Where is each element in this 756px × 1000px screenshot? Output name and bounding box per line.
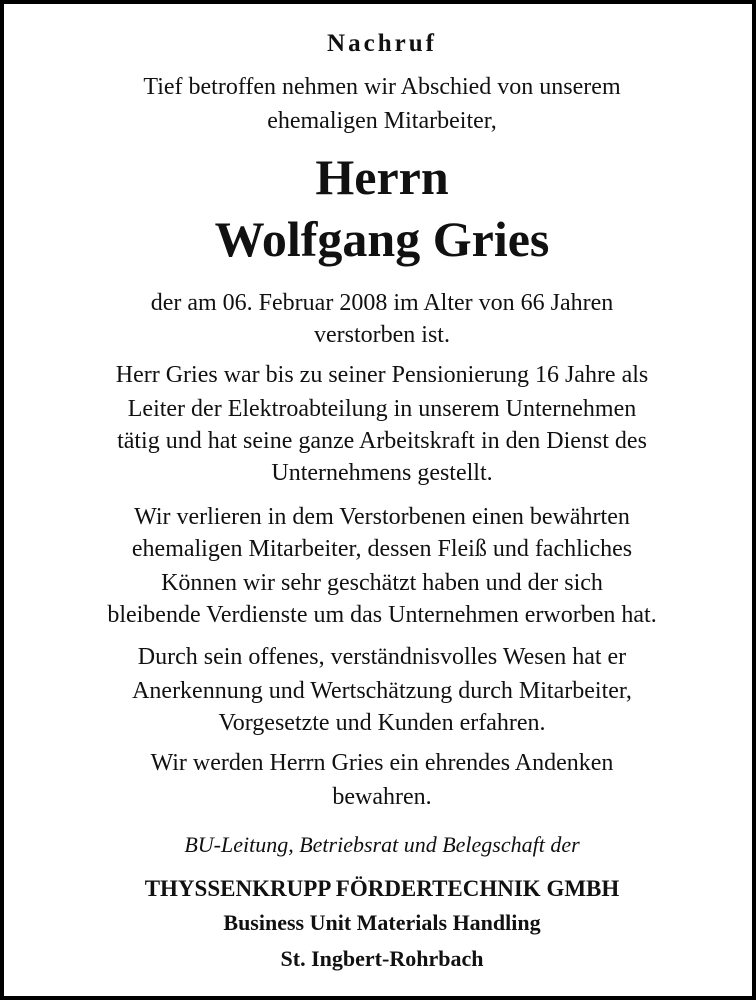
merits-line-2: ehemaligen Mitarbeiter, dessen Fleiß und fachliches	[131, 536, 633, 562]
death-info-line-1: der am 06. Februar 2008 im Alter von 66 Jahren	[150, 290, 614, 316]
death-info-line-2: verstorben ist.	[314, 322, 450, 348]
career-line-4: Unternehmens gestellt.	[271, 460, 493, 486]
intro-line-2: ehemaligen Mitarbeiter,	[267, 108, 497, 134]
notice-heading: Nachruf	[327, 30, 437, 57]
deceased-name: Wolfgang Gries	[214, 211, 550, 267]
character-line-3: Vorgesetzte und Kunden erfahren.	[218, 710, 546, 736]
signature-intro: BU-Leitung, Betriebsrat und Belegschaft der	[184, 832, 580, 857]
character-line-1: Durch sein offenes, verständnisvolles Wesen hat er	[137, 644, 627, 670]
salutation: Herrn	[315, 149, 449, 205]
character-line-2: Anerkennung und Wertschätzung durch Mitarbeiter,	[132, 678, 632, 704]
company-name: THYSSENKRUPP FÖRDERTECHNIK GMBH	[144, 876, 620, 901]
intro-line-1: Tief betroffen nehmen wir Abschied von unserem	[143, 74, 621, 100]
career-line-3: tätig und hat seine ganze Arbeitskraft in den Dienst des	[117, 428, 647, 454]
merits-line-1: Wir verlieren in dem Verstorbenen einen bewährten	[134, 504, 630, 530]
remembrance-line-1: Wir werden Herrn Gries ein ehrendes Andenken	[150, 750, 614, 776]
company-location: St. Ingbert-Rohrbach	[280, 946, 484, 971]
business-unit: Business Unit Materials Handling	[223, 910, 541, 935]
merits-line-3: Können wir sehr geschätzt haben und der sich	[161, 570, 603, 596]
career-line-1: Herr Gries war bis zu seiner Pensionierung 16 Jahre als	[115, 362, 649, 388]
merits-line-4: bleibende Verdienste um das Unternehmen erworben hat.	[107, 602, 657, 628]
career-line-2: Leiter der Elektroabteilung in unserem Unternehmen	[127, 396, 637, 422]
remembrance-line-2: bewahren.	[332, 784, 432, 810]
